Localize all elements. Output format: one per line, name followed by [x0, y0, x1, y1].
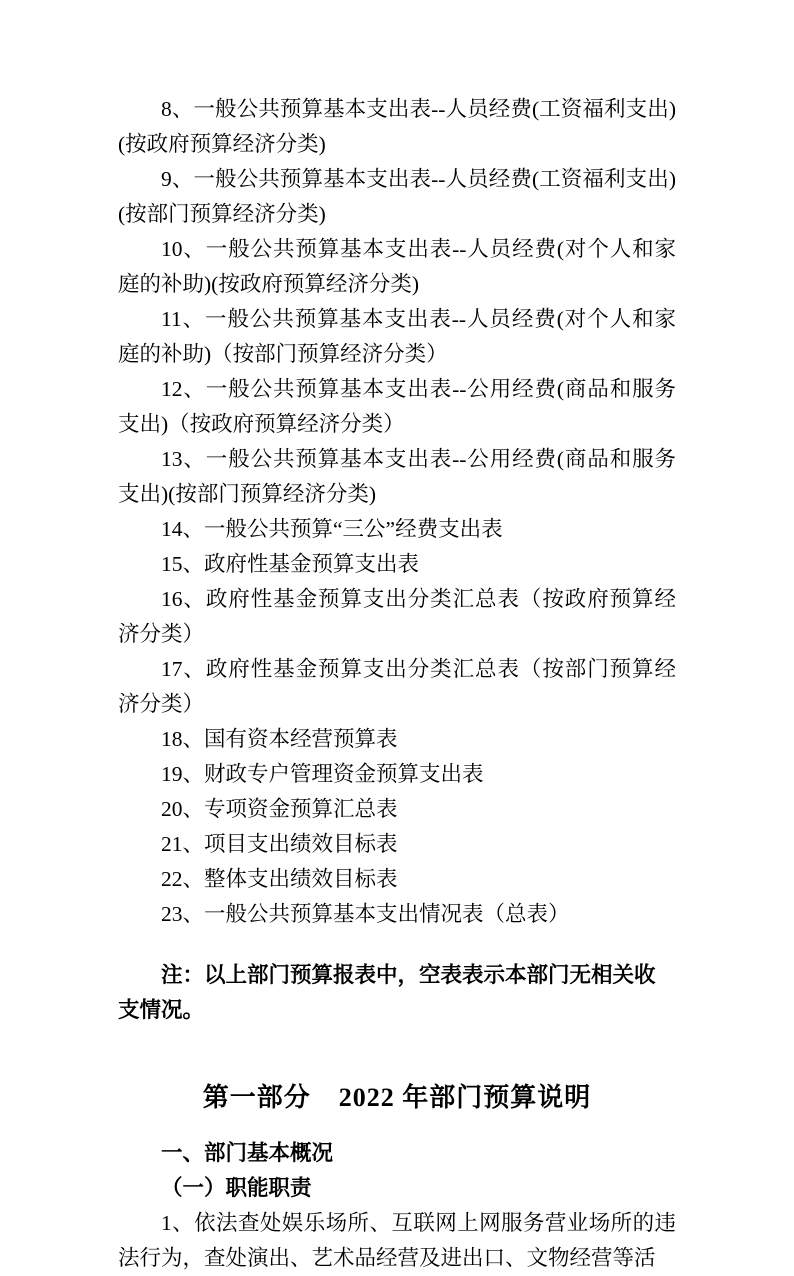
list-item: 16、政府性基金预算支出分类汇总表（按政府预算经济分类） — [118, 587, 676, 646]
list-item: 8、一般公共预算基本支出表--人员经费(工资福利支出)(按政府预算经济分类) — [118, 97, 676, 156]
part-title-left: 第一部分 — [202, 1083, 311, 1112]
list-item: 9、一般公共预算基本支出表--人员经费(工资福利支出)(按部门预算经济分类) — [118, 167, 676, 226]
list-item: 23、一般公共预算基本支出情况表（总表） — [161, 902, 570, 926]
part-title-right: 2022 年部门预算说明 — [338, 1083, 592, 1112]
document-body — [118, 92, 676, 1276]
list-item: 13、一般公共预算基本支出表--公用经费(商品和服务支出)(按部门预算经济分类) — [118, 447, 676, 506]
note-text: 注：以上部门预算报表中，空表表示本部门无相关收支情况。 — [118, 963, 656, 1022]
list-item: 21、项目支出绩效目标表 — [161, 832, 398, 856]
list-item: 12、一般公共预算基本支出表--公用经费(商品和服务支出)（按政府预算经济分类） — [118, 377, 676, 436]
list-item: 15、政府性基金预算支出表 — [161, 552, 420, 576]
subsection-heading: （一）职能职责 — [161, 1176, 312, 1200]
part-title — [118, 1078, 676, 1118]
list-item: 10、一般公共预算基本支出表--人员经费(对个人和家庭的补助)(按政府预算经济分类) — [118, 237, 676, 296]
body-paragraph: 1、依法查处娱乐场所、互联网上网服务营业场所的违法行为，查处演出、艺术品经营及进出口、文物经营等活 — [118, 1211, 676, 1270]
list-item: 22、整体支出绩效目标表 — [161, 867, 398, 891]
list-item: 19、财政专户管理资金预算支出表 — [161, 762, 484, 786]
list-item: 20、专项资金预算汇总表 — [161, 797, 398, 821]
list-item: 11、一般公共预算基本支出表--人员经费(对个人和家庭的补助)（按部门预算经济分类） — [118, 307, 676, 366]
section-heading: 一、部门基本概况 — [161, 1141, 334, 1165]
list-item: 17、政府性基金预算支出分类汇总表（按部门预算经济分类） — [118, 657, 676, 716]
list-item: 18、国有资本经营预算表 — [161, 727, 398, 751]
list-item: 14、一般公共预算“三公”经费支出表 — [161, 517, 503, 541]
